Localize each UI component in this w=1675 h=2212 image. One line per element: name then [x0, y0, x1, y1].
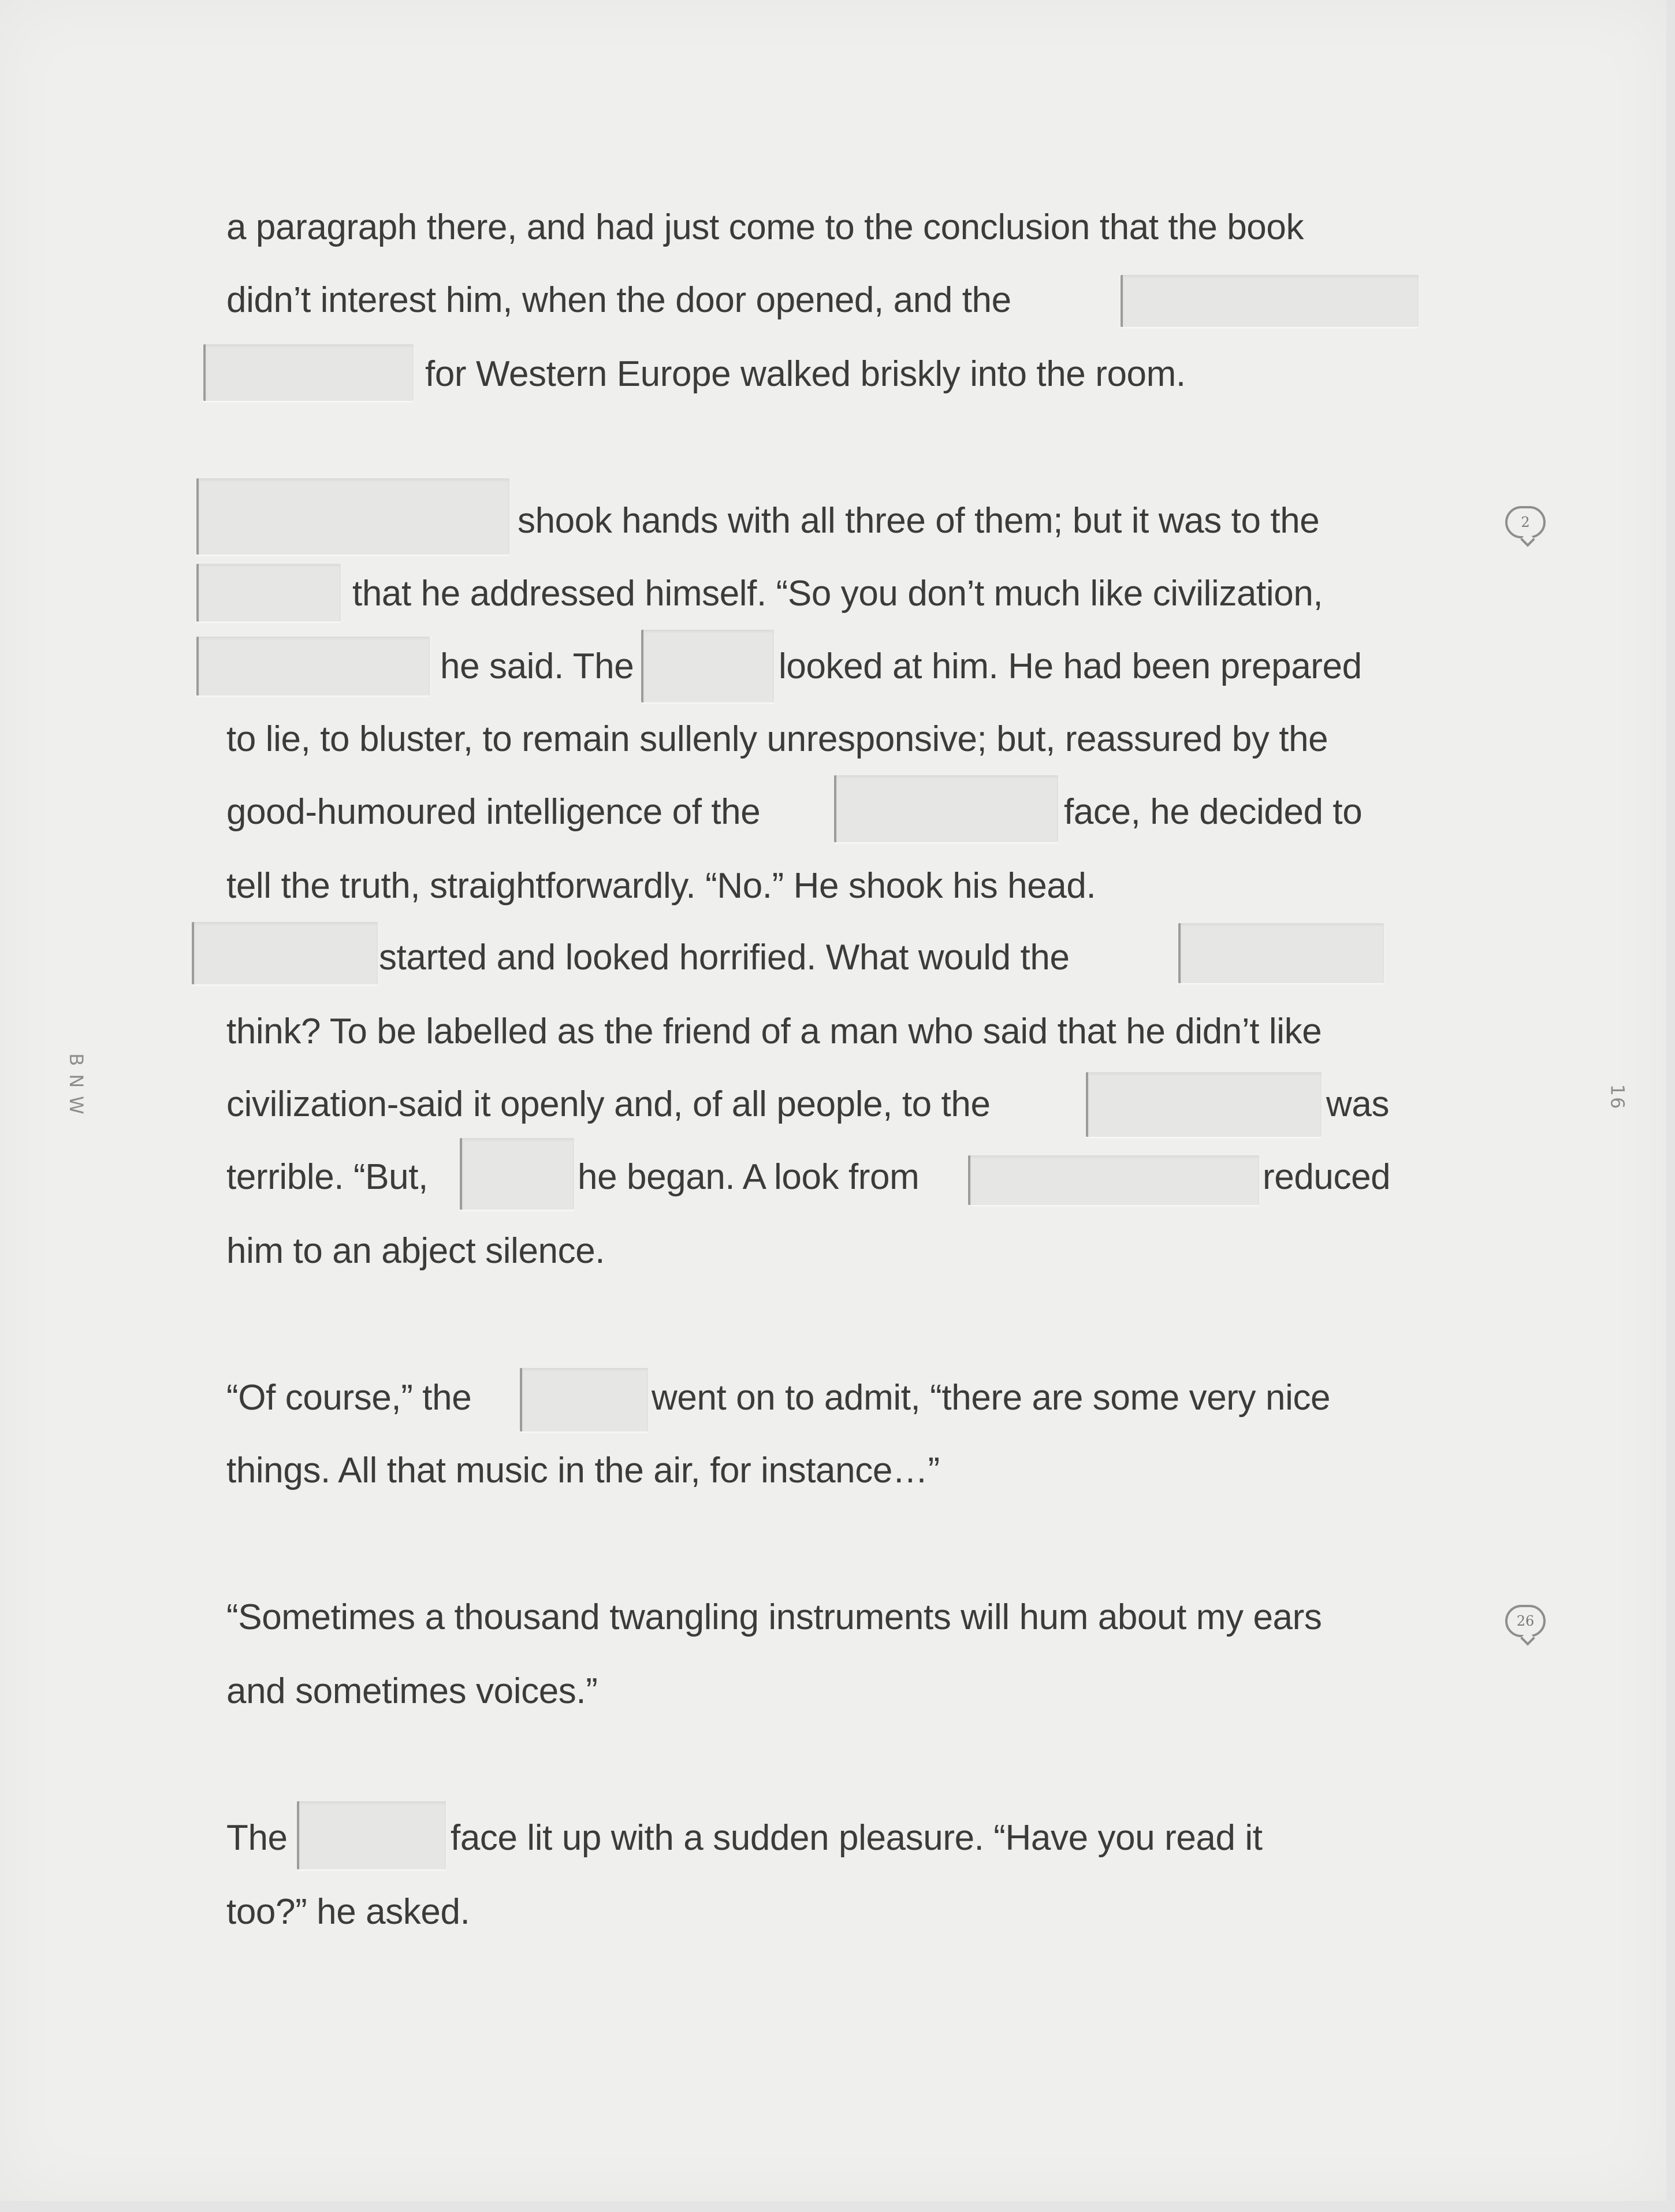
text-line: terrible. “But, — [226, 1157, 428, 1197]
comment-icon[interactable] — [1505, 1605, 1546, 1637]
text-line: to lie, to bluster, to remain sullenly unresponsive; but, reassured by the — [226, 719, 1328, 759]
redaction-blank — [192, 922, 378, 984]
redaction-blank — [196, 637, 430, 696]
redaction-blank — [520, 1368, 648, 1432]
text-line: The — [226, 1818, 288, 1858]
text-line: he began. A look from — [578, 1157, 920, 1197]
redaction-blank — [1121, 275, 1419, 327]
redaction-blank — [641, 630, 774, 702]
text-line: things. All that music in the air, for instance…” — [226, 1451, 940, 1490]
text-line: “Of course,” the — [226, 1378, 472, 1418]
text-line: started and looked horrified. What would the — [379, 938, 1070, 977]
text-line: shook hands with all three of them; but it was to the — [518, 501, 1320, 541]
redaction-blank — [297, 1801, 446, 1869]
page-number: 16 — [1606, 1084, 1629, 1110]
redaction-blank — [460, 1138, 574, 1210]
text-line: too?” he asked. — [226, 1892, 470, 1932]
text-line: and sometimes voices.” — [226, 1671, 598, 1711]
comment-icon[interactable] — [1505, 506, 1546, 538]
text-line: civilization-said it openly and, of all people, to the — [226, 1084, 991, 1124]
text-line: think? To be labelled as the friend of a man who said that he didn’t like — [226, 1012, 1322, 1051]
text-line: tell the truth, straightforwardly. “No.” He shook his head. — [226, 866, 1096, 906]
redaction-blank — [834, 775, 1058, 842]
text-line: reduced — [1263, 1157, 1391, 1197]
text-line: face, he decided to — [1064, 792, 1363, 832]
text-line: “Sometimes a thousand twangling instruments will hum about my ears — [226, 1597, 1322, 1637]
text-line: him to an abject silence. — [226, 1231, 605, 1271]
comment-count: 26 — [1516, 1613, 1535, 1629]
text-line: a paragraph there, and had just come to the conclusion that the book — [226, 207, 1304, 247]
comment-count: 2 — [1521, 514, 1530, 530]
text-line: he said. The — [440, 646, 634, 686]
redaction-blank — [1178, 923, 1384, 983]
text-line: for Western Europe walked briskly into the room. — [425, 354, 1186, 394]
text-line: face lit up with a sudden pleasure. “Have you read it — [451, 1818, 1263, 1858]
text-line: that he addressed himself. “So you don’t much like civilization, — [352, 574, 1323, 614]
text-line: went on to admit, “there are some very nice — [652, 1378, 1331, 1418]
text-line: looked at him. He had been prepared — [779, 646, 1362, 686]
text-line: good-humoured intelligence of the — [226, 792, 761, 832]
side-title: BNW — [65, 1053, 87, 1122]
text-line: didn’t interest him, when the door opened, and the — [226, 280, 1011, 320]
redaction-blank — [1086, 1072, 1322, 1137]
redaction-blank — [196, 478, 509, 555]
redaction-blank — [196, 564, 341, 622]
redaction-blank — [203, 344, 414, 401]
redaction-blank — [968, 1155, 1259, 1205]
text-line: was — [1326, 1084, 1390, 1124]
